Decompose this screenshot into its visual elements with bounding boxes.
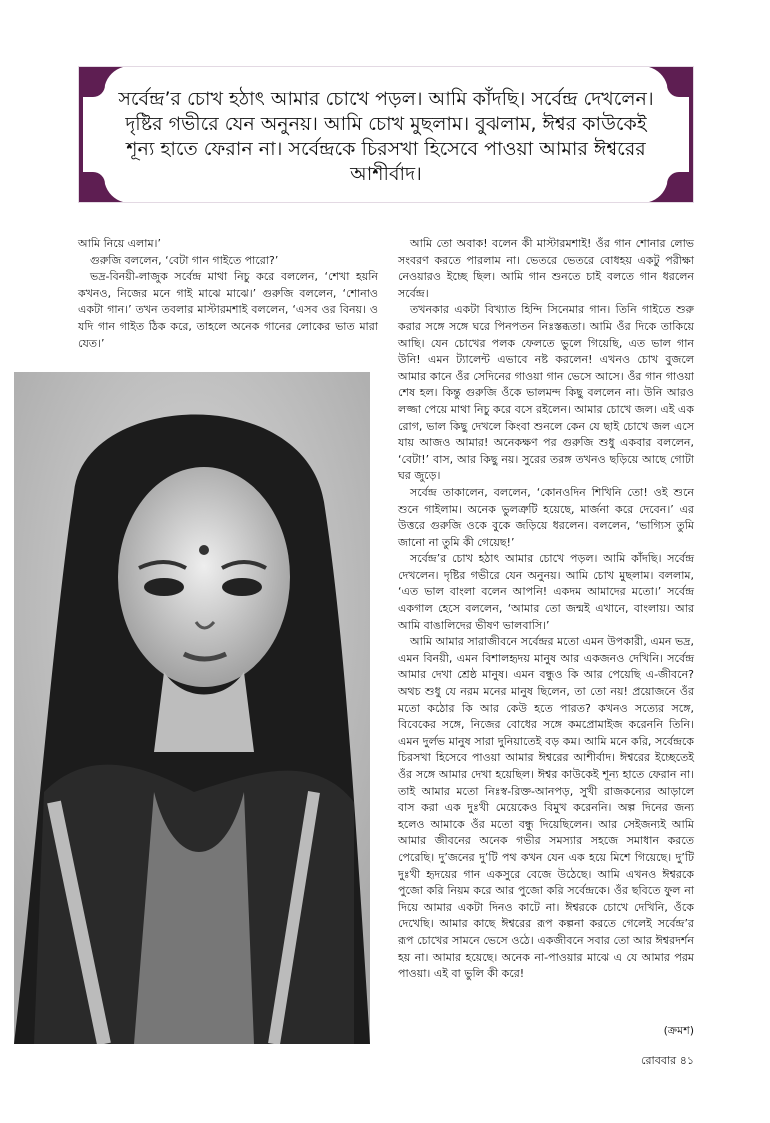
pull-quote-text: সর্বেন্দ্র’র চোখ হঠাৎ আমার চোখে পড়ল। আমি কাঁদছি। সর্বেন্দ্র দেখলেন। দৃষ্টির গভীরে যেন অনুনয়। আমি চোখ মুছলাম। বুঝলাম, ঈশ্বর কাউকেই শূন্য হাতে ফেরান না। সর্বেন্দ্রকে চিরসখা হিসেবে পাওয়া আমার ঈশ্বরের আশীর্বাদ। [118,88,654,185]
paragraph: সর্বেন্দ্র’র চোখ হঠাৎ আমার চোখে পড়ল। আমি কাঁদছি। সর্বেন্দ্র দেখলেন। দৃষ্টির গভীরে যেন অনুনয়। আমি চোখ মুছলাম। বললাম, ‘এত ভাল বাংলা বলেন আপনি! একদম আমাদের মতো।’ সর্বেন্দ্র একগাল হেসে বললেন, ‘আমার তো জন্মই এখানে, বাংলায়। আর আমি বাঙালিদের ভীষণ ভালবাসি।’ [398,552,694,632]
continued-marker: (ক্রমশ) [663,1024,694,1037]
right-column-text [398,236,694,983]
paragraph: গুরুজি বললেন, ‘বেটা গান গাইতে পারো?’ [90,253,279,267]
paragraph: আমি তো অবাক! বলেন কী মাস্টারমশাই! ওঁর গান শোনার লোভ সংবরণ করতে পারলাম না। ভেতরে ভেতরে বোধহয় একটু পরীক্ষা নেওয়ারও ইচ্ছে ছিল। আমি গান শুনতে চাই বলতে গান ধরলেন সর্বেন্দ্র। [398,237,694,300]
paragraph: সর্বেন্দ্র তাকালেন, বললেন, ‘কোনওদিন শিখিনি তো! ওই শুনে শুনে গাইলাম। অনেক ভুলত্রুটি হয়েছে, মার্জনা করে দেবেন।’ এর উত্তরে গুরুজি ওকে বুকে জড়িয়ে ধরলেন। বললেন, ‘ভাগ্যিস তুমি জানো না তুমি কী গেয়েছ!’ [398,485,694,549]
paragraph: ভদ্র-বিনয়ী-লাজুক সর্বেন্দ্র মাথা নিচু করে বললেন, ‘শেখা হয়নি কখনও, নিজের মনে গাই মাঝে মাঝে।’ গুরুজি বললেন, ‘শোনাও একটা গান।’ তখন তবলার মাস্টারমশাই বললেন, ‘এসব ওর বিনয়। ও যদি গান গাইত ঠিক করে, তাহলে অনেক গানের লোকের ভাত মারা যেত।’ [78,270,378,350]
left-column-text [78,236,378,352]
portrait-photo [14,372,370,1044]
frame-left-edge [79,111,83,158]
pull-quote-box [78,66,694,203]
page-footer: রোববার ৪১ [641,1054,694,1067]
paragraph: আমি নিয়ে এলাম।’ [78,237,161,250]
paragraph: আমি আমার সারাজীবনে সর্বেন্দ্রর মতো এমন উপকারী, এমন ভদ্র, এমন বিনয়ী, এমন বিশালহৃদয় মানুষ আর একজনও দেখিনি। সর্বেন্দ্র আমার দেখা শ্রেষ্ঠ মানুষ। এমন বন্ধুও কি আর পেয়েছি এ-জীবনে? অথচ শুধু যে নরম মনের মানুষ ছিলেন, তা তো নয়! প্রয়োজনে ওঁর মতো কঠোর কি আর কেউ হতে পারত? কখনও সত্যের সঙ্গে, বিবেকের সঙ্গে, নিজের বোধের সঙ্গে কমপ্রোমাইজ করেননি তিনি। এমন দুর্লভ মানুষ সারা দুনিয়াতেই বড় কম। আমি মনে করি, সর্বেন্দ্রকে চিরসখা হিসেবে পাওয়া আমার ঈশ্বরের আশীর্বাদ। ঈশ্বরের ইচ্ছেতেই ওঁর সঙ্গে আমার দেখা হয়েছিল। ঈশ্বর কাউকেই শূন্য হাতে ফেরান না। তাই আমার মতো নিঃস্ব-রিক্ত-আনপড়, সুখী রাজকন্যের আড়ালে বাস করা এক দুঃখী মেয়েকেও বিমুখ করেননি। অল্প দিনের জন্য হলেও আমাকে ওঁর মতো বন্ধু দিয়েছিলেন। আর সেইজন্যই আমি আমার জীবনের অনেক গভীর সমস্যার সহজে সমাধান করতে পেরেছি। দু’জনের দু’টি পথ কখন যেন এক হয়ে মিশে গিয়েছে। দু’টি দুঃখী হৃদয়ের গান একসুরে বেজে উঠেছে। আমি এখনও ঈশ্বরকে পুজো করি নিয়ম করে আর পুজো করি সর্বেন্দ্রকে। ওঁর ছবিতে ফুল না দিয়ে আমার একটা দিনও কাটে না। ঈশ্বরকে চোখে দেখিনি, ওঁকে দেখেছি। আমার কাছে ঈশ্বরের রূপ কল্পনা করতে গেলেই সর্বেন্দ্র’র রূপ চোখের সামনে ভেসে ওঠে। একজীবনে সবার তো আর ঈশ্বরদর্শন হয় না। আমার হয়েছে। অনেক না-পাওয়ার মাঝে এ যে আমার পরম পাওয়া। এই বা ভুলি কী করে! [398,635,694,981]
frame-right-edge [689,111,693,158]
paragraph: তখনকার একটা বিখ্যাত হিন্দি সিনেমার গান। তিনি গাইতে শুরু করার সঙ্গে সঙ্গে ঘরে পিনপতন নিঃস্তব্ধতা। আমি ওঁর দিকে তাকিয়ে আছি। যেন চোখের পলক ফেলতে ভুলে গিয়েছি, এত ভাল গান উনি! এমন ট্যালেন্ট এভাবে নষ্ট করলেন! এখনও চোখ বুজলে আমার কানে ওঁর সেদিনের গাওয়া গান ভেসে আসে। ওঁর গান গাওয়া শেষ হল। কিন্তু গুরুজি ওঁকে ভালমন্দ কিছু বললেন না। উনি আরও লজ্জা পেয়ে মাথা নিচু করে বসে রইলেন। আমার চোখে জল। এই এক রোগ, ভাল কিছু দেখলে কিংবা শুনলে কেন যে ছাই চোখে জল এসে যায় আজও আমার! অনেকক্ষণ পর গুরুজি শুধু একবার বললেন, ‘বেটা!’ বাস, আর কিছু নয়। সুরের তরঙ্গ তখনও ছড়িয়ে আছে গোটা ঘর জুড়ে। [398,303,694,483]
